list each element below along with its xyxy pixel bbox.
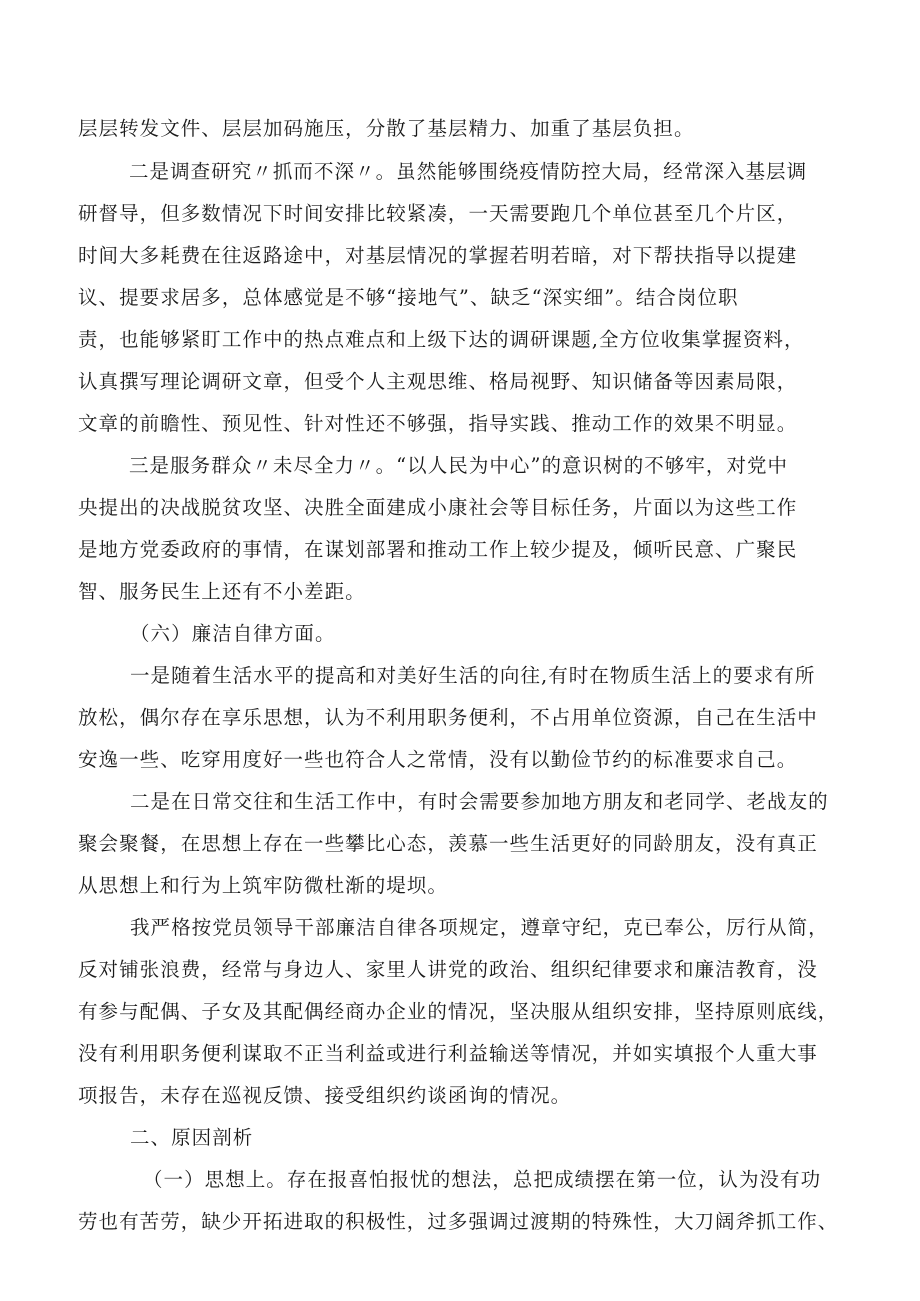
section-heading: （六）廉洁自律方面。 [130,622,336,645]
text-line: 一是随着生活水平的提高和对美好生活的向往,有时在物质生活上的要求有所 [130,664,816,687]
text-line: 二是在日常交往和生活工作中，有时会需要参加地方朋友和老同学、老战友的 [130,790,829,813]
text-line: （一）思想上。存在报喜怕报忧的想法，总把成绩摆在第一位，认为没有功 [143,1168,822,1191]
text-line: 是地方党委政府的事情，在谋划部署和推动工作上较少提及，倾听民意、广聚民 [78,538,798,561]
text-line: 二是调查研究〃抓而不深〃。虽然能够围绕疫情防控大局，经常深入基层调 [129,160,808,183]
section-heading: 二、原因剖析 [130,1126,254,1149]
text-line: 有参与配偶、子女及其配偶经商办企业的情况，坚决服从组织安排，坚持原则底线， [78,1000,839,1023]
text-line: 项报告，未存在巡视反馈、接受组织约谈函询的情况。 [78,1084,572,1107]
text-line: 层层转发文件、层层加码施压，分散了基层精力、加重了基层负担。 [78,117,695,140]
text-line: 从思想上和行为上筑牢防微杜渐的堤坝。 [78,874,448,897]
text-line: 放松，偶尔存在享乐思想，认为不利用职务便利，不占用单位资源，自己在生活中 [78,706,818,729]
text-line: 聚会聚餐，在思想上存在一些攀比心态，羡慕一些生活更好的同龄朋友，没有真正 [78,832,818,855]
text-line: 认真撰写理论调研文章，但受个人主观思维、格局视野、知识储备等因素局限， [78,370,798,393]
text-line: 三是服务群众〃未尽全力〃。“以人民为中心”的意识树的不够牢，对党中 [129,454,789,477]
text-line: 没有利用职务便利谋取不正当利益或进行利益输送等情况，并如实填报个人重大事 [78,1042,818,1065]
text-line: 议、提要求居多，总体感觉是不够“接地气”、缺乏“深实细”。结合岗位职 [78,286,739,309]
text-line: 智、服务民生上还有不小差距。 [78,580,366,603]
text-line: 我严格按党员领导干部廉洁自律各项规定，遵章守纪，克已奉公，厉行从简， [130,916,829,939]
text-line: 劳也有苦劳，缺少开拓进取的积极性，过多强调过渡期的特殊性，大刀阔斧抓工作、 [78,1210,839,1233]
text-line: 文章的前瞻性、预见性、针对性还不够强，指导实践、推动工作的效果不明显。 [78,412,798,435]
text-line: 反对铺张浪费，经常与身边人、家里人讲党的政治、组织纪律要求和廉洁教育，没 [78,958,818,981]
text-line: 研督导，但多数情况下时间安排比较紧凑，一天需要跑几个单位甚至几个片区， [78,202,798,225]
text-line: 安逸一些、吃穿用度好一些也符合人之常情，没有以勤俭节约的标准要求自己。 [78,748,798,771]
text-line: 责，也能够紧盯工作中的热点难点和上级下达的调研课题,全方位收集掌握资料， [78,328,805,351]
text-line: 时间大多耗费在往返路途中，对基层情况的掌握若明若暗，对下帮扶指导以提建 [78,244,798,267]
text-line: 央提出的决战脱贫攻坚、决胜全面建成小康社会等目标任务，片面以为这些工作 [78,496,798,519]
